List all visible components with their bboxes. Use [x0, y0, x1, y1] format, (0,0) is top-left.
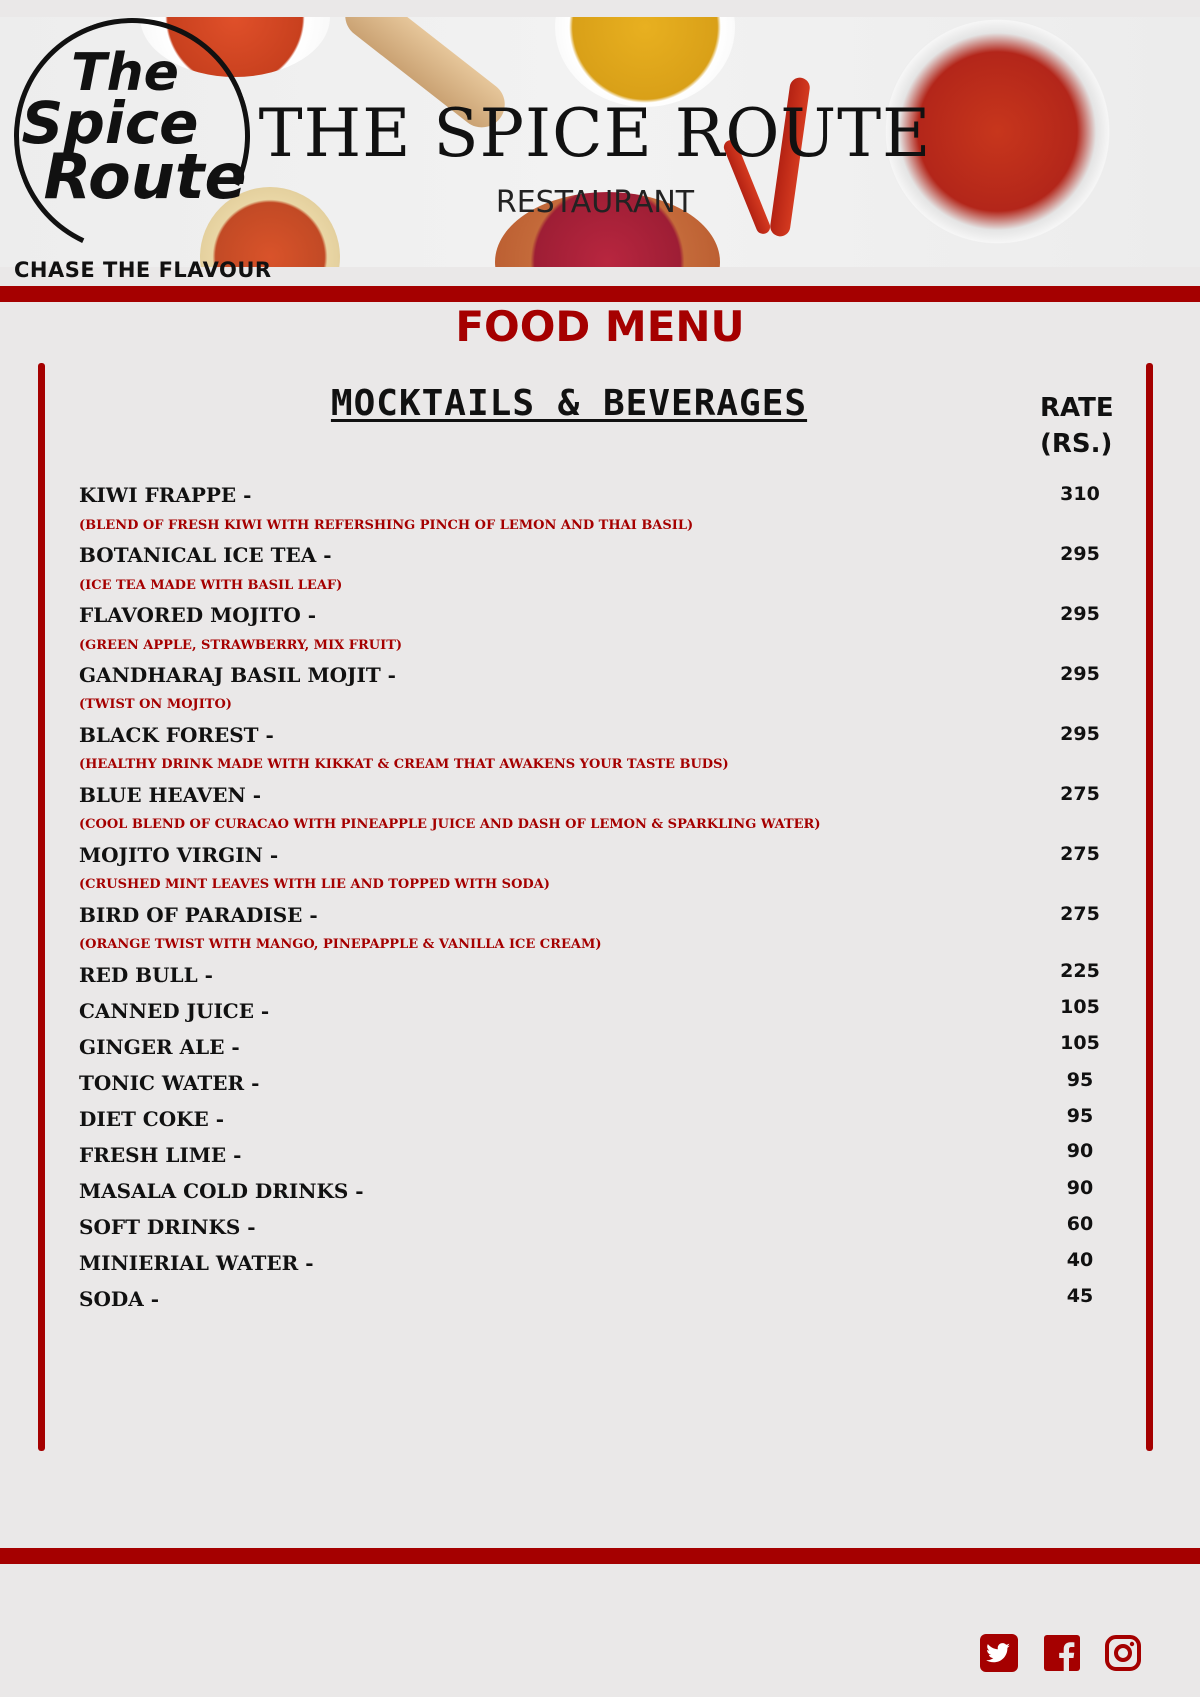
- item-description: (ORANGE TWIST WITH MANGO, PINEPAPPLE & VANILLA ICE CREAM): [79, 937, 602, 952]
- item-name: SODA -: [79, 1287, 159, 1311]
- tagline: CHASE THE FLAVOUR: [14, 258, 272, 282]
- logo-line: Route: [43, 139, 247, 213]
- rate-header: [1040, 390, 1114, 462]
- item-description: (ICE TEA MADE WITH BASIL LEAF): [79, 578, 343, 593]
- item-name: BOTANICAL ICE TEA -: [79, 543, 332, 567]
- item-name: BIRD OF PARADISE -: [79, 903, 318, 927]
- item-price: 275: [1060, 903, 1100, 925]
- item-name: CANNED JUICE -: [79, 999, 270, 1023]
- item-price: 105: [1060, 996, 1100, 1018]
- restaurant-name: THE SPICE ROUTE: [258, 95, 932, 172]
- logo: [20, 43, 250, 213]
- item-name: SOFT DRINKS -: [79, 1215, 256, 1239]
- item-description: (HEALTHY DRINK MADE WITH KIKKAT & CREAM THAT AWAKENS YOUR TASTE BUDS): [79, 757, 729, 772]
- item-name: MINIERIAL WATER -: [79, 1251, 314, 1275]
- left-border: [38, 363, 45, 1451]
- twitter-icon[interactable]: [980, 1634, 1018, 1672]
- item-price: 295: [1060, 723, 1100, 745]
- item-name: MASALA COLD DRINKS -: [79, 1179, 364, 1203]
- logo-line: The: [71, 43, 179, 103]
- bottom-divider: [0, 1548, 1200, 1564]
- item-price: 310: [1060, 483, 1100, 505]
- item-price: 95: [1066, 1069, 1094, 1091]
- right-border: [1146, 363, 1153, 1451]
- rate-header-line: RATE: [1040, 393, 1114, 423]
- item-price: 295: [1060, 543, 1100, 565]
- item-price: 225: [1060, 960, 1100, 982]
- restaurant-type: RESTAURANT: [495, 185, 695, 220]
- item-description: (COOL BLEND OF CURACAO WITH PINEAPPLE JUICE AND DASH OF LEMON & SPARKLING WATER): [79, 817, 821, 832]
- spice-bowl-image: [555, 17, 735, 107]
- item-description: (GREEN APPLE, STRAWBERRY, MIX FRUIT): [79, 638, 403, 653]
- item-name: RED BULL -: [79, 963, 213, 987]
- item-price: 105: [1060, 1032, 1100, 1054]
- item-name: DIET COKE -: [79, 1107, 225, 1131]
- instagram-icon[interactable]: [1104, 1634, 1142, 1672]
- item-price: 95: [1066, 1105, 1094, 1127]
- item-price: 275: [1060, 843, 1100, 865]
- item-name: TONIC WATER -: [79, 1071, 260, 1095]
- item-name: GANDHARAJ BASIL MOJIT -: [79, 663, 396, 687]
- item-description: (BLEND OF FRESH KIWI WITH REFERSHING PINCH OF LEMON AND THAI BASIL): [79, 518, 694, 533]
- item-price: 45: [1066, 1285, 1094, 1307]
- top-divider: [0, 286, 1200, 302]
- item-name: KIWI FRAPPE -: [79, 483, 252, 507]
- item-price: 90: [1066, 1177, 1094, 1199]
- menu-title: FOOD MENU: [455, 302, 745, 351]
- item-name: MOJITO VIRGIN -: [79, 843, 279, 867]
- item-name: FLAVORED MOJITO -: [79, 603, 317, 627]
- item-description: (TWIST ON MOJITO): [79, 697, 232, 712]
- item-name: BLUE HEAVEN -: [79, 783, 262, 807]
- item-price: 90: [1066, 1140, 1094, 1162]
- item-price: 295: [1060, 603, 1100, 625]
- rate-header-line: (RS.): [1040, 429, 1113, 459]
- facebook-icon[interactable]: [1043, 1634, 1081, 1672]
- item-description: (CRUSHED MINT LEAVES WITH LIE AND TOPPED WITH SODA): [79, 877, 550, 892]
- section-title: MOCKTAILS & BEVERAGES: [330, 383, 808, 424]
- item-price: 295: [1060, 663, 1100, 685]
- item-price: 275: [1060, 783, 1100, 805]
- item-name: BLACK FOREST -: [79, 723, 274, 747]
- item-name: FRESH LIME -: [79, 1143, 242, 1167]
- item-price: 60: [1066, 1213, 1094, 1235]
- logo-line: Spice: [21, 88, 199, 157]
- item-name: GINGER ALE -: [79, 1035, 240, 1059]
- item-price: 40: [1066, 1249, 1094, 1271]
